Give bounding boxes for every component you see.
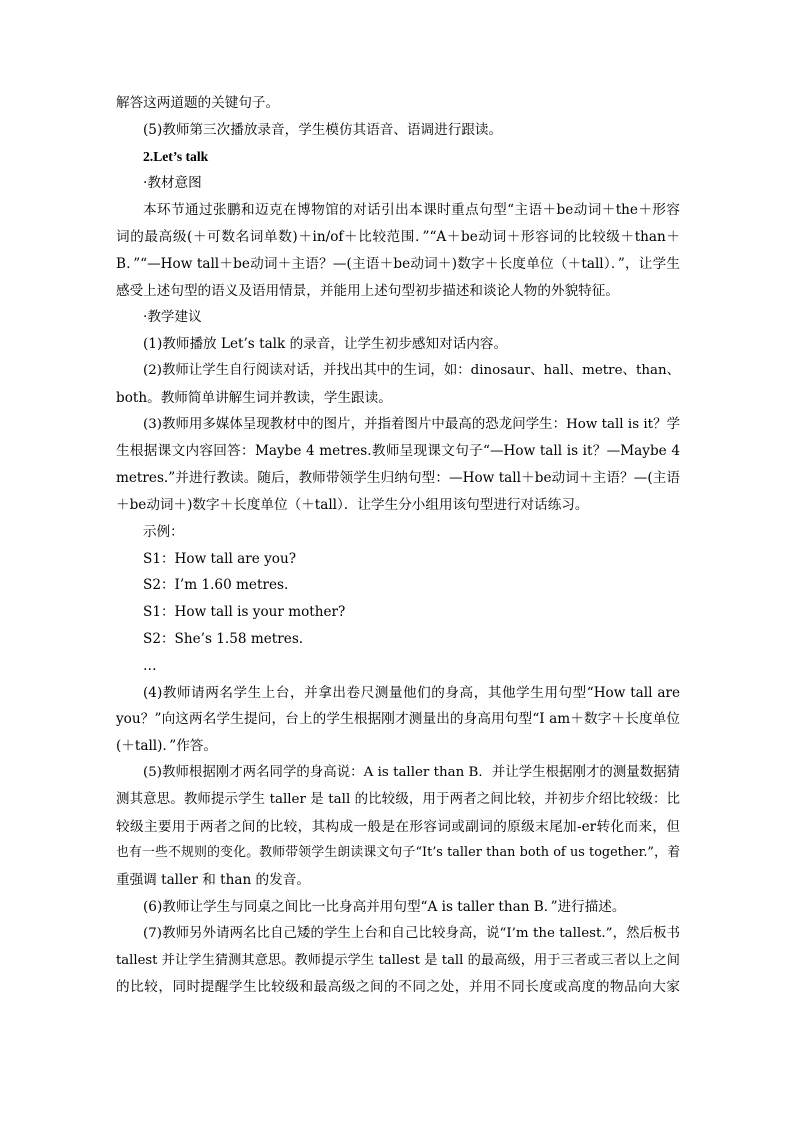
text-line: (＋tall)．”作答。	[116, 738, 217, 755]
text-line: (2)教师让学生自行阅读对话，并找出其中的生词，如：dinosaur、hall、metre、than、	[143, 362, 680, 378]
text-line: ·教学建议	[143, 309, 202, 326]
text-line: 生根据课文内容回答：Maybe 4 metres.教师呈现课文句子“—How tall is it？—Maybe 4	[116, 443, 680, 460]
text-line: 较级主要用于两者之间的比较，其构成一般是在形容词或副词的原级末尾加-er转化而来，但	[116, 818, 680, 835]
text-line: (3)教师用多媒体呈现教材中的图片，并指着图片中最高的恐龙问学生：How tall is it？学	[143, 416, 680, 432]
text-line: 示例：	[143, 523, 184, 540]
text-line: S2：I’m 1.60 metres.	[143, 577, 289, 594]
text-line: 本环节通过张鹏和迈克在博物馆的对话引出本课时重点句型“主语＋be动词＋the＋形容	[143, 202, 680, 219]
text-line: metres.”并进行教读。随后，教师带领学生归纳句型：—How tall＋be动词＋主语？—(主语	[116, 470, 680, 487]
document-body	[116, 90, 680, 1001]
text-line: 也有一些不规则的变化。教师带领学生朗读课文句子“It’s taller than both of us together.”，着	[116, 845, 680, 861]
text-line: both。教师简单讲解生词并教读，学生跟读。	[116, 389, 392, 406]
text-line: S1：How tall are you?	[143, 550, 297, 567]
text-line: …	[143, 657, 157, 674]
text-line: 的比较，同时提醒学生比较级和最高级之间的不同之处，并用不同长度或高度的物品向大家	[116, 979, 680, 996]
text-line: you？”向这两名学生提问，台上的学生根据刚才测量出的身高用句型“I am＋数字＋长度单位	[116, 711, 680, 728]
text-line: 解答这两道题的关键句子。	[116, 95, 280, 111]
text-line: 重强调 taller 和 than 的发音。	[116, 872, 310, 889]
text-line: tallest 并让学生猜测其意思。教师提示学生 tallest 是 tall 的最高级，用于三者或三者以上之间	[116, 952, 680, 968]
text-line: 测其意思。教师提示学生 taller 是 tall 的比较级，用于两者之间比较，并初步介绍比较级：比	[116, 791, 680, 807]
section-heading: 2.Let’s talk	[143, 148, 209, 164]
text-line: ＋be动词＋)数字＋长度单位（＋tall）．让学生分小组用该句型进行对话练习。	[116, 496, 589, 513]
text-line: 词的最高级(＋可数名词单数)＋in/of＋比较范围．”“A＋be动词＋形容词的比较级＋than＋	[116, 228, 680, 245]
text-line: S1：How tall is your mother?	[143, 604, 346, 621]
text-line: (7)教师另外请两名比自己矮的学生上台和自己比较身高，说“I’m the tallest.”，然后板书	[143, 925, 680, 941]
text-line: (4)教师请两名学生上台，并拿出卷尺测量他们的身高，其他学生用句型“How tall are	[143, 684, 680, 701]
text-line: ·教材意图	[143, 175, 202, 192]
text-line: (5)教师根据刚才两名同学的身高说：A is taller than B．并让学生根据刚才的测量数据猜	[143, 764, 680, 780]
text-line: S2：She’s 1.58 metres.	[143, 630, 304, 647]
text-line: (1)教师播放 Let’s talk 的录音，让学生初步感知对话内容。	[143, 336, 508, 353]
text-line: B．”“—How tall＋be动词＋主语？—(主语＋be动词＋)数字＋长度单位（＋tall）．”，让学生	[116, 255, 680, 272]
text-line: 感受上述句型的语义及语用情景，并能用上述句型初步描述和谈论人物的外貌特征。	[116, 282, 619, 299]
text-line: (6)教师让学生与同桌之间比一比身高并用句型“A is taller than B．”进行描述。	[143, 898, 626, 915]
text-line: (5)教师第三次播放录音，学生模仿其语音、语调进行跟读。	[143, 121, 503, 138]
